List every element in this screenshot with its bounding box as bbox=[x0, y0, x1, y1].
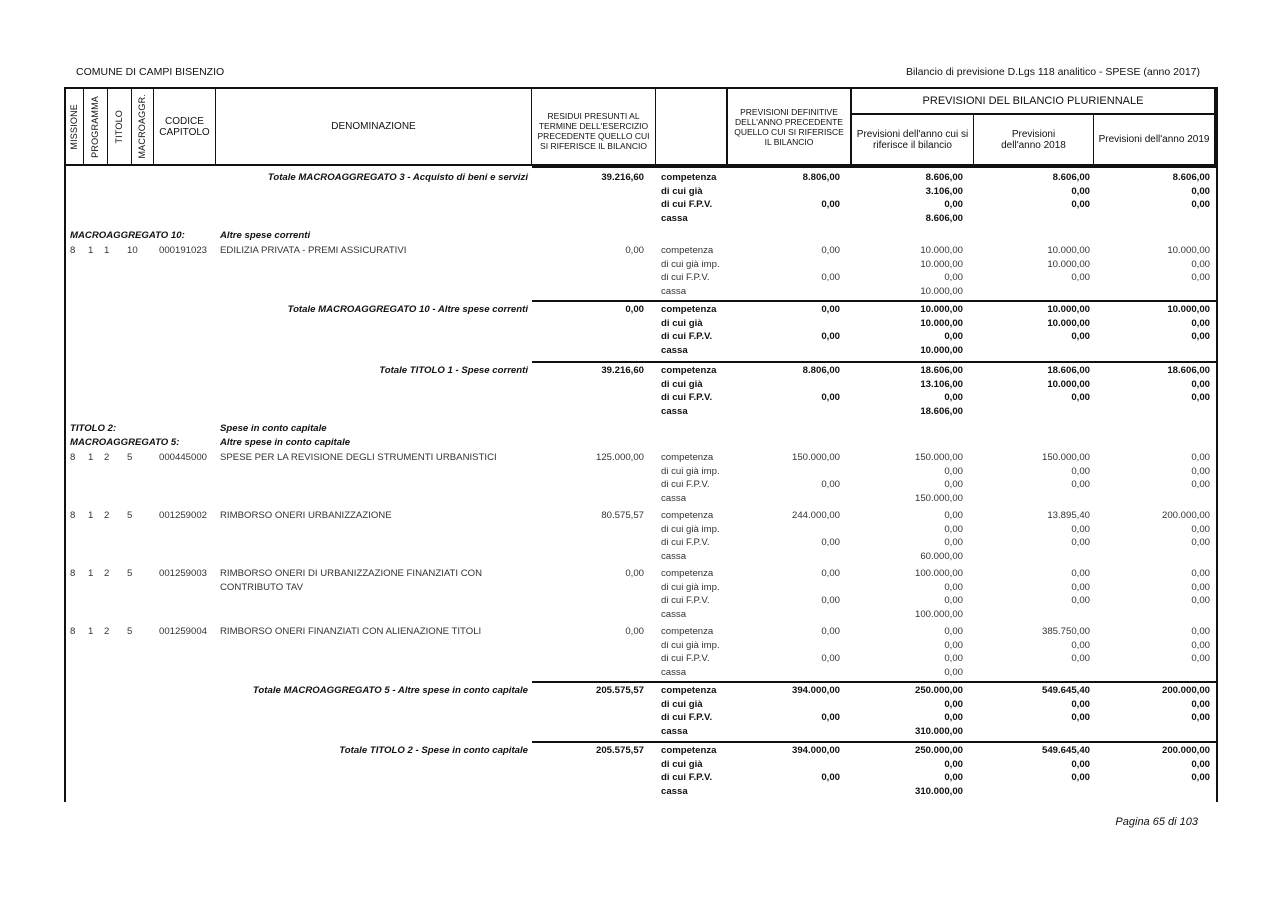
residui-value: 125.000,00 bbox=[595, 452, 644, 463]
section-heading-code: TITOLO 2: bbox=[70, 423, 117, 434]
anno-corrente-value: 310.000,00 bbox=[914, 725, 963, 737]
section-heading-code: MACROAGGREGATO 5: bbox=[70, 437, 180, 448]
header-missione-label: MISSIONE bbox=[69, 103, 79, 150]
anno-2018-value: 0,00 bbox=[1071, 772, 1090, 784]
header-bottom-rule bbox=[532, 166, 1216, 168]
anno-corrente-value: 0,00 bbox=[944, 537, 963, 549]
anno-2018-value: 10.000,00 bbox=[1047, 245, 1090, 256]
row-type-label: competenza bbox=[661, 626, 714, 637]
anno-corrente-value: 0,00 bbox=[944, 331, 963, 343]
anno-2018-value: 0,00 bbox=[1071, 331, 1090, 343]
row-type-label: cassa bbox=[661, 785, 688, 797]
denominazione-cell-line2: CONTRIBUTO TAV bbox=[220, 581, 303, 593]
anno-corrente-value: 10.000,00 bbox=[920, 344, 963, 356]
anno-corrente-value: 100.000,00 bbox=[914, 608, 963, 620]
anno-corrente-value: 150.000,00 bbox=[914, 452, 963, 463]
anno-2019-value: 0,00 bbox=[1191, 772, 1210, 784]
anno-2019-value: 0,00 bbox=[1191, 199, 1210, 211]
header-residui-label: RESIDUI PRESUNTI AL TERMINE DELL'ESERCIZIO PRECEDENTE QUELLO CUI SI RIFERISCE IL BILANCIO bbox=[537, 110, 650, 151]
total-rule bbox=[532, 741, 1216, 743]
macroaggr-cell: 5 bbox=[127, 568, 133, 579]
anno-2018-value: 0,00 bbox=[1071, 392, 1090, 404]
missione-cell: 8 bbox=[70, 568, 76, 579]
anno-2019-value: 0,00 bbox=[1191, 272, 1210, 284]
residui-value: 39.216,60 bbox=[601, 365, 644, 376]
anno-corrente-value: 0,00 bbox=[944, 653, 963, 665]
total-label: Totale MACROAGGREGATO 10 - Altre spese correnti bbox=[287, 304, 528, 315]
anno-corrente-value: 13.106,00 bbox=[920, 378, 963, 390]
row-type-label: di cui già imp. bbox=[661, 581, 720, 593]
titolo-cell: 2 bbox=[104, 626, 110, 637]
anno-corrente-value: 8.606,00 bbox=[925, 172, 963, 183]
header-previsioni-definitive-label: PREVISIONI DEFINITIVE DELL'ANNO PRECEDENTE QUELLO CUI SI RIFERISCE IL BILANCIO bbox=[734, 106, 844, 147]
anno-corrente-value: 310.000,00 bbox=[914, 785, 963, 797]
anno-corrente-value: 250.000,00 bbox=[914, 685, 963, 696]
anno-2019-value: 0,00 bbox=[1191, 537, 1210, 549]
residui-value: 39.216,60 bbox=[601, 172, 644, 183]
anno-2018-value: 0,00 bbox=[1071, 465, 1090, 477]
titolo-cell: 2 bbox=[104, 510, 110, 521]
row-type-label: di cui già imp. bbox=[661, 639, 720, 651]
anno-2019-value: 10.000,00 bbox=[1167, 304, 1210, 315]
anno-2018-value: 0,00 bbox=[1071, 523, 1090, 535]
header-tipo bbox=[656, 89, 728, 164]
total-label: Totale TITOLO 1 - Spese correnti bbox=[379, 365, 528, 376]
row-type-label: di cui F.P.V. bbox=[661, 199, 713, 211]
anno-2019-value: 0,00 bbox=[1191, 581, 1210, 593]
anno-2019-value: 0,00 bbox=[1191, 523, 1210, 535]
programma-cell: 1 bbox=[88, 245, 94, 256]
missione-cell: 8 bbox=[70, 245, 76, 256]
header-previsioni-definitive bbox=[728, 89, 852, 164]
row-type-label: di cui già bbox=[661, 758, 703, 770]
previsioni-definitive-value: 0,00 bbox=[821, 199, 840, 211]
anno-2018-value: 0,00 bbox=[1071, 185, 1090, 197]
anno-2019-value: 0,00 bbox=[1191, 653, 1210, 665]
anno-corrente-value: 150.000,00 bbox=[914, 492, 963, 504]
missione-cell: 8 bbox=[70, 510, 76, 521]
anno-2019-value: 10.000,00 bbox=[1167, 245, 1210, 256]
anno-corrente-value: 0,00 bbox=[944, 698, 963, 710]
anno-2018-value: 13.895,40 bbox=[1047, 510, 1090, 521]
row-type-label: cassa bbox=[661, 492, 687, 504]
header-anno-2019 bbox=[1094, 115, 1214, 164]
previsioni-definitive-value: 0,00 bbox=[821, 712, 840, 724]
anno-2018-value: 0,00 bbox=[1071, 595, 1090, 607]
header-pluriennale bbox=[852, 89, 1214, 115]
row-type-label: di cui F.P.V. bbox=[661, 537, 710, 549]
row-type-label: di cui F.P.V. bbox=[661, 331, 713, 343]
titolo-cell: 2 bbox=[104, 568, 110, 579]
header-programma-label: PROGRAMMA bbox=[90, 95, 100, 158]
row-type-label: cassa bbox=[661, 344, 688, 356]
anno-corrente-value: 60.000,00 bbox=[920, 550, 963, 562]
header-denominazione bbox=[216, 89, 532, 164]
section-heading-name: Altre spese in conto capitale bbox=[220, 437, 351, 448]
row-type-label: competenza bbox=[661, 452, 714, 463]
row-type-label: di cui F.P.V. bbox=[661, 479, 710, 491]
anno-corrente-value: 0,00 bbox=[944, 199, 963, 211]
anno-2019-value: 8.606,00 bbox=[1172, 172, 1210, 183]
row-type-label: di cui già bbox=[661, 698, 703, 710]
row-type-label: competenza bbox=[661, 365, 717, 376]
section-heading-code: MACROAGGREGATO 10: bbox=[70, 230, 185, 241]
anno-corrente-value: 0,00 bbox=[944, 510, 963, 521]
anno-2019-value: 0,00 bbox=[1191, 626, 1210, 637]
anno-2018-value: 10.000,00 bbox=[1047, 304, 1090, 315]
previsioni-definitive-value: 0,00 bbox=[821, 245, 840, 256]
previsioni-definitive-value: 0,00 bbox=[821, 479, 840, 491]
header-pluriennale-label: PREVISIONI DEL BILANCIO PLURIENNALE bbox=[922, 94, 1144, 107]
row-type-label: di cui già imp. bbox=[661, 523, 720, 535]
anno-2018-value: 0,00 bbox=[1071, 479, 1090, 491]
section-heading-name: Altre spese correnti bbox=[220, 230, 311, 241]
anno-2018-value: 549.645,40 bbox=[1041, 685, 1090, 696]
header-anno-corrente bbox=[852, 115, 974, 164]
entity-name: COMUNE DI CAMPI BISENZIO bbox=[76, 66, 225, 78]
anno-corrente-value: 0,00 bbox=[944, 465, 963, 477]
codice-capitolo-cell: 000191023 bbox=[159, 245, 208, 256]
programma-cell: 1 bbox=[88, 452, 94, 463]
residui-value: 205.575,57 bbox=[595, 745, 644, 756]
row-type-label: cassa bbox=[661, 608, 687, 620]
row-type-label: cassa bbox=[661, 405, 688, 417]
row-type-label: di cui già bbox=[661, 378, 703, 390]
denominazione-cell: SPESE PER LA REVISIONE DEGLI STRUMENTI URBANISTICI bbox=[220, 452, 497, 463]
previsioni-definitive-value: 0,00 bbox=[821, 304, 840, 315]
anno-corrente-value: 3.106,00 bbox=[925, 185, 963, 197]
anno-corrente-value: 10.000,00 bbox=[920, 258, 963, 270]
anno-2018-value: 385.750,00 bbox=[1041, 626, 1090, 637]
anno-2018-value: 0,00 bbox=[1071, 568, 1090, 579]
anno-2019-value: 0,00 bbox=[1191, 758, 1210, 770]
header-titolo bbox=[108, 89, 132, 164]
report-title: Bilancio di previsione D.Lgs 118 analitico - SPESE (anno 2017) bbox=[906, 66, 1200, 78]
anno-2018-value: 0,00 bbox=[1071, 272, 1090, 284]
anno-corrente-value: 100.000,00 bbox=[914, 568, 963, 579]
header-anno-2018 bbox=[974, 115, 1094, 164]
titolo-cell: 2 bbox=[104, 452, 110, 463]
anno-corrente-value: 0,00 bbox=[944, 272, 963, 284]
row-type-label: di cui F.P.V. bbox=[661, 595, 710, 607]
previsioni-definitive-value: 394.000,00 bbox=[791, 685, 840, 696]
programma-cell: 1 bbox=[88, 510, 94, 521]
previsioni-definitive-value: 0,00 bbox=[821, 537, 840, 549]
anno-2019-value: 0,00 bbox=[1191, 452, 1210, 463]
anno-corrente-value: 0,00 bbox=[944, 626, 963, 637]
denominazione-cell: RIMBORSO ONERI DI URBANIZZAZIONE FINANZIATI CON bbox=[220, 568, 483, 579]
anno-2019-value: 0,00 bbox=[1191, 317, 1210, 329]
missione-cell: 8 bbox=[70, 626, 76, 637]
residui-value: 80.575,57 bbox=[601, 510, 644, 521]
row-type-label: di cui F.P.V. bbox=[661, 712, 713, 724]
anno-2018-value: 549.645,40 bbox=[1041, 745, 1090, 756]
anno-2019-value: 200.000,00 bbox=[1161, 510, 1210, 521]
missione-cell: 8 bbox=[70, 452, 76, 463]
anno-2019-value: 200.000,00 bbox=[1161, 745, 1210, 756]
programma-cell: 1 bbox=[88, 568, 94, 579]
titolo-cell: 1 bbox=[104, 245, 110, 256]
row-type-label: di cui F.P.V. bbox=[661, 392, 713, 404]
residui-value: 0,00 bbox=[625, 626, 644, 637]
macroaggr-cell: 5 bbox=[127, 510, 133, 521]
anno-2018-value: 0,00 bbox=[1071, 758, 1090, 770]
anno-corrente-value: 0,00 bbox=[944, 392, 963, 404]
anno-2018-value: 0,00 bbox=[1071, 698, 1090, 710]
previsioni-definitive-value: 8.806,00 bbox=[802, 172, 840, 183]
previsioni-definitive-value: 8.806,00 bbox=[802, 365, 840, 376]
anno-2018-value: 10.000,00 bbox=[1047, 378, 1090, 390]
header-macroaggr-label: MACROAGGR. bbox=[137, 94, 147, 159]
codice-capitolo-cell: 001259004 bbox=[159, 626, 208, 637]
previsioni-definitive-value: 244.000,00 bbox=[791, 510, 840, 521]
row-type-label: di cui F.P.V. bbox=[661, 772, 713, 784]
header-programma bbox=[84, 89, 108, 164]
row-type-label: competenza bbox=[661, 304, 717, 315]
header-macroaggr bbox=[132, 89, 154, 164]
row-type-label: cassa bbox=[661, 666, 687, 678]
anno-2019-value: 0,00 bbox=[1191, 568, 1210, 579]
anno-2019-value: 200.000,00 bbox=[1161, 685, 1210, 696]
row-type-label: di cui F.P.V. bbox=[661, 653, 710, 665]
denominazione-cell: RIMBORSO ONERI FINANZIATI CON ALIENAZIONE TITOLI bbox=[220, 626, 482, 637]
previsioni-definitive-value: 0,00 bbox=[821, 626, 840, 637]
previsioni-definitive-value: 0,00 bbox=[821, 272, 840, 284]
anno-corrente-value: 0,00 bbox=[944, 772, 963, 784]
anno-2019-value: 0,00 bbox=[1191, 712, 1210, 724]
anno-corrente-value: 250.000,00 bbox=[914, 745, 963, 756]
anno-2018-value: 0,00 bbox=[1071, 653, 1090, 665]
anno-corrente-value: 0,00 bbox=[944, 595, 963, 607]
anno-corrente-value: 10.000,00 bbox=[920, 304, 963, 315]
denominazione-cell: RIMBORSO ONERI URBANIZZAZIONE bbox=[220, 510, 392, 521]
row-type-label: di cui già bbox=[661, 317, 703, 329]
anno-2018-value: 18.606,00 bbox=[1047, 365, 1090, 376]
header-codice-label: CODICE CAPITOLO bbox=[159, 115, 210, 138]
anno-corrente-value: 18.606,00 bbox=[920, 365, 963, 376]
header-titolo-label: TITOLO bbox=[114, 109, 124, 144]
section-heading-name: Spese in conto capitale bbox=[220, 423, 327, 434]
header-denominazione-label: DENOMINAZIONE bbox=[331, 121, 416, 132]
anno-2019-value: 18.606,00 bbox=[1167, 365, 1210, 376]
anno-corrente-value: 10.000,00 bbox=[920, 317, 963, 329]
anno-2019-value: 0,00 bbox=[1191, 258, 1210, 270]
row-type-label: competenza bbox=[661, 745, 717, 756]
codice-capitolo-cell: 001259002 bbox=[159, 510, 208, 521]
anno-corrente-value: 0,00 bbox=[944, 639, 963, 651]
total-label: Totale TITOLO 2 - Spese in conto capitale bbox=[339, 745, 528, 756]
previsioni-definitive-value: 0,00 bbox=[821, 331, 840, 343]
residui-value: 0,00 bbox=[625, 304, 644, 315]
row-type-label: competenza bbox=[661, 245, 714, 256]
anno-2019-value: 0,00 bbox=[1191, 595, 1210, 607]
anno-corrente-value: 10.000,00 bbox=[920, 285, 963, 297]
row-type-label: di cui già imp. bbox=[661, 258, 720, 270]
previsioni-definitive-value: 0,00 bbox=[821, 568, 840, 579]
header-missione bbox=[66, 89, 84, 164]
header-residui bbox=[532, 89, 656, 164]
anno-2018-value: 0,00 bbox=[1071, 537, 1090, 549]
anno-2018-value: 10.000,00 bbox=[1047, 258, 1090, 270]
row-type-label: competenza bbox=[661, 172, 717, 183]
anno-2019-value: 0,00 bbox=[1191, 698, 1210, 710]
macroaggr-cell: 5 bbox=[127, 626, 133, 637]
anno-2018-value: 150.000,00 bbox=[1041, 452, 1090, 463]
previsioni-definitive-value: 394.000,00 bbox=[791, 745, 840, 756]
header-anno-corrente-label: Previsioni dell'anno cui si riferisce il bilancio bbox=[856, 128, 969, 151]
anno-2018-value: 10.000,00 bbox=[1047, 317, 1090, 329]
anno-2019-value: 0,00 bbox=[1191, 479, 1210, 491]
anno-2018-value: 0,00 bbox=[1071, 712, 1090, 724]
macroaggr-cell: 5 bbox=[127, 452, 133, 463]
anno-2019-value: 0,00 bbox=[1191, 639, 1210, 651]
row-type-label: di cui già bbox=[661, 185, 703, 197]
anno-corrente-value: 0,00 bbox=[944, 479, 963, 491]
anno-2018-value: 8.606,00 bbox=[1052, 172, 1090, 183]
previsioni-definitive-value: 0,00 bbox=[821, 595, 840, 607]
anno-corrente-value: 0,00 bbox=[944, 712, 963, 724]
anno-corrente-value: 0,00 bbox=[944, 581, 963, 593]
anno-2019-value: 0,00 bbox=[1191, 465, 1210, 477]
previsioni-definitive-value: 0,00 bbox=[821, 653, 840, 665]
row-type-label: cassa bbox=[661, 550, 687, 562]
anno-corrente-value: 18.606,00 bbox=[920, 405, 963, 417]
anno-2019-value: 0,00 bbox=[1191, 185, 1210, 197]
residui-value: 205.575,57 bbox=[595, 685, 644, 696]
anno-2018-value: 0,00 bbox=[1071, 639, 1090, 651]
row-type-label: cassa bbox=[661, 725, 688, 737]
page-number: Pagina 65 di 103 bbox=[1115, 816, 1198, 828]
previsioni-definitive-value: 150.000,00 bbox=[791, 452, 840, 463]
header-codice-capitolo bbox=[154, 89, 216, 164]
anno-corrente-value: 0,00 bbox=[944, 666, 963, 678]
anno-2018-value: 0,00 bbox=[1071, 581, 1090, 593]
row-type-label: competenza bbox=[661, 685, 717, 696]
total-rule bbox=[532, 681, 1216, 683]
anno-2018-value: 0,00 bbox=[1071, 199, 1090, 211]
header-anno-2019-label: Previsioni dell'anno 2019 bbox=[1098, 134, 1210, 145]
macroaggr-cell: 10 bbox=[127, 245, 138, 256]
anno-corrente-value: 0,00 bbox=[944, 523, 963, 535]
anno-2019-value: 0,00 bbox=[1191, 392, 1210, 404]
total-rule bbox=[532, 361, 1216, 363]
anno-2019-value: 0,00 bbox=[1191, 378, 1210, 390]
codice-capitolo-cell: 000445000 bbox=[159, 452, 208, 463]
row-type-label: cassa bbox=[661, 212, 688, 224]
row-type-label: competenza bbox=[661, 510, 714, 521]
denominazione-cell: EDILIZIA PRIVATA - PREMI ASSICURATIVI bbox=[220, 245, 407, 256]
total-label: Totale MACROAGGREGATO 5 - Altre spese in conto capitale bbox=[252, 685, 528, 696]
row-type-label: competenza bbox=[661, 568, 714, 579]
total-rule bbox=[532, 300, 1216, 302]
programma-cell: 1 bbox=[88, 626, 94, 637]
previsioni-definitive-value: 0,00 bbox=[821, 392, 840, 404]
codice-capitolo-cell: 001259003 bbox=[159, 568, 208, 579]
anno-2019-value: 0,00 bbox=[1191, 331, 1210, 343]
row-type-label: di cui F.P.V. bbox=[661, 272, 710, 284]
residui-value: 0,00 bbox=[625, 568, 644, 579]
residui-value: 0,00 bbox=[625, 245, 644, 256]
header-anno-2018-label: Previsioni dell'anno 2018 bbox=[1001, 128, 1066, 151]
total-label: Totale MACROAGGREGATO 3 - Acquisto di beni e servizi bbox=[267, 172, 528, 183]
row-type-label: cassa bbox=[661, 285, 687, 297]
anno-corrente-value: 8.606,00 bbox=[925, 212, 963, 224]
previsioni-definitive-value: 0,00 bbox=[821, 772, 840, 784]
anno-corrente-value: 0,00 bbox=[944, 758, 963, 770]
row-type-label: di cui già imp. bbox=[661, 465, 720, 477]
anno-corrente-value: 10.000,00 bbox=[920, 245, 963, 256]
